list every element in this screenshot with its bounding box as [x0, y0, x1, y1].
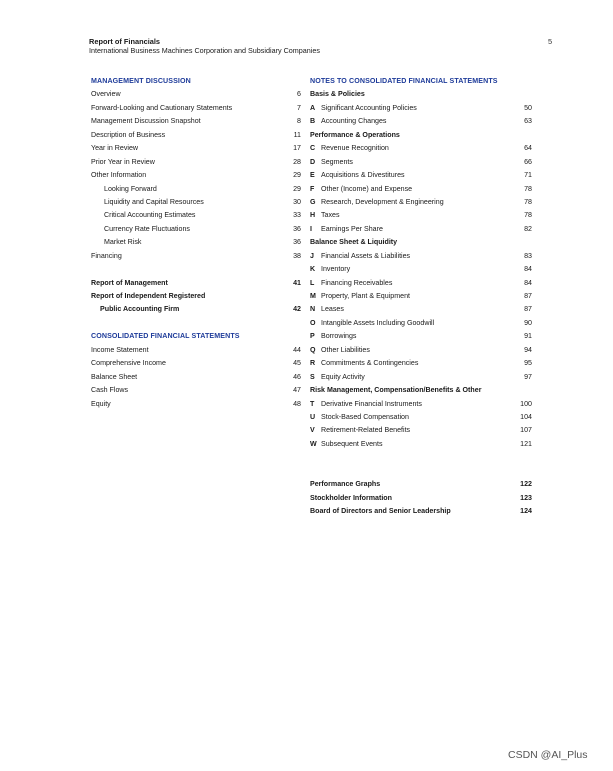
note-entry[interactable] [310, 209, 532, 222]
note-letter: I [310, 224, 312, 233]
note-letter: U [310, 412, 316, 421]
toc-entry-label: Looking Forward [104, 184, 157, 193]
toc-entry-page: 29 [293, 184, 301, 193]
toc-entry[interactable] [91, 250, 301, 263]
note-letter: Q [310, 345, 316, 354]
note-letter: E [310, 171, 315, 180]
toc-entry-label: Management Discussion Snapshot [91, 117, 201, 126]
toc-entry-label: Financing [91, 251, 122, 260]
note-letter: K [310, 265, 316, 274]
note-letter: P [310, 332, 315, 341]
toc-left-column [91, 75, 301, 411]
toc-entry[interactable] [91, 115, 301, 128]
note-label: Revenue Recognition [321, 144, 389, 153]
note-page: 90 [524, 318, 532, 327]
toc-entry-page: 29 [293, 171, 301, 180]
note-letter: W [310, 439, 317, 448]
toc-entry-page: 36 [293, 238, 301, 247]
toc-entry-page: 42 [293, 305, 301, 314]
toc-entry-public-accounting-firm[interactable] [91, 303, 301, 316]
note-entry[interactable] [310, 223, 532, 236]
toc-entry[interactable] [91, 88, 301, 101]
note-letter: R [310, 359, 316, 368]
note-page: 94 [524, 345, 532, 354]
note-page: 100 [520, 399, 532, 408]
toc-subentry[interactable] [91, 209, 301, 222]
note-page: 82 [524, 224, 532, 233]
note-letter: N [310, 305, 316, 314]
watermark: CSDN @AI_Plus [508, 749, 588, 761]
notes-group-title: Basis & Policies [310, 90, 365, 99]
toc-entry-label: Year in Review [91, 144, 139, 153]
note-label: Other (Income) and Expense [321, 184, 413, 193]
toc-entry-page: 33 [293, 211, 301, 220]
note-letter: M [310, 292, 316, 300]
page-number: 5 [548, 37, 553, 46]
note-entry[interactable] [310, 183, 532, 196]
toc-entry-page: 30 [293, 197, 301, 206]
toc-entry-label: Report of Management [91, 278, 168, 287]
toc-entry-page: 44 [293, 345, 301, 354]
note-letter: T [310, 399, 315, 408]
note-entry[interactable] [310, 290, 532, 303]
toc-entry-label: Description of Business [91, 130, 166, 139]
note-page: 121 [520, 439, 532, 448]
notes-group-title: Balance Sheet & Liquidity [310, 238, 398, 247]
toc-entry-page: 11 [293, 130, 301, 139]
note-entry[interactable] [310, 250, 532, 263]
toc-entry[interactable] [91, 344, 301, 357]
note-label: Inventory [321, 265, 351, 274]
note-entry[interactable] [310, 156, 532, 169]
notes-group-title: Risk Management, Compensation/Benefits & Other [310, 386, 482, 395]
note-letter: J [310, 251, 314, 260]
management-discussion-heading: MANAGEMENT DISCUSSION [91, 77, 191, 85]
note-entry[interactable] [310, 263, 532, 276]
note-label: Stock-Based Compensation [321, 412, 409, 421]
toc-entry[interactable] [91, 102, 301, 115]
note-letter: G [310, 197, 316, 206]
note-page: 95 [524, 359, 532, 368]
toc-entry-label: Other Information [91, 171, 147, 180]
toc-entry-board-of-directors[interactable] [310, 505, 532, 518]
note-entry[interactable] [310, 169, 532, 182]
toc-entry-label: Forward-Looking and Cautionary Statements [91, 103, 233, 112]
toc-entry-page: 122 [520, 480, 532, 489]
toc-entry-page: 8 [297, 117, 301, 126]
notes-group-title: Performance & Operations [310, 130, 400, 139]
note-entry[interactable] [310, 344, 532, 357]
note-label: Segments [321, 157, 353, 166]
note-label: Property, Plant & Equipment [321, 292, 410, 300]
note-label: Acquisitions & Divestitures [321, 171, 405, 180]
toc-entry-label: Equity [91, 399, 111, 408]
note-letter: C [310, 144, 316, 153]
toc-entry-page: 41 [293, 278, 301, 287]
note-entry[interactable] [310, 330, 532, 343]
note-entry[interactable] [310, 438, 532, 451]
note-label: Earnings Per Share [321, 224, 383, 233]
toc-entry-page: 28 [293, 157, 301, 166]
toc-entry-page: 47 [293, 386, 301, 395]
note-page: 50 [524, 103, 532, 112]
toc-entry[interactable] [91, 129, 301, 142]
note-entry[interactable] [310, 196, 532, 209]
toc-entry-page: 45 [293, 359, 301, 368]
note-letter: A [310, 103, 316, 112]
note-page: 84 [524, 265, 532, 274]
note-page: 78 [524, 197, 532, 206]
note-letter: B [310, 117, 316, 126]
report-title: Report of Financials [89, 37, 161, 46]
note-page: 64 [524, 144, 532, 153]
toc-entry-page: 36 [293, 224, 301, 233]
toc-entry-page: 17 [293, 144, 301, 153]
note-page: 83 [524, 251, 532, 260]
note-label: Borrowings [321, 332, 357, 341]
toc-entry-label: Comprehensive Income [91, 359, 166, 368]
note-entry[interactable] [310, 371, 532, 384]
toc-entry[interactable] [91, 156, 301, 169]
note-page: 84 [524, 278, 532, 287]
note-label: Derivative Financial Instruments [321, 399, 422, 408]
note-label: Equity Activity [321, 372, 365, 381]
note-entry[interactable] [310, 142, 532, 155]
toc-entry-report-of-management[interactable] [91, 277, 301, 290]
note-letter: S [310, 372, 315, 381]
note-label: Significant Accounting Policies [321, 103, 417, 112]
note-entry[interactable] [310, 398, 532, 411]
toc-entry-page: 123 [520, 493, 532, 502]
note-letter: O [310, 318, 316, 327]
toc-entry-page: 48 [293, 399, 301, 408]
note-label: Commitments & Contingencies [321, 359, 419, 368]
note-entry[interactable] [310, 102, 532, 115]
note-entry[interactable] [310, 357, 532, 370]
toc-entry-report-independent[interactable] [91, 290, 301, 303]
toc-right-column [310, 75, 532, 518]
toc-entry[interactable] [91, 169, 301, 182]
note-page: 63 [524, 117, 532, 126]
note-page: 66 [524, 157, 532, 166]
note-entry[interactable] [310, 303, 532, 316]
note-letter: H [310, 211, 316, 220]
toc-entry-label: Liquidity and Capital Resources [104, 197, 204, 206]
toc-entry-page: 7 [297, 103, 301, 112]
note-label: Financing Receivables [321, 278, 393, 287]
toc-subentry[interactable] [91, 236, 301, 249]
note-entry[interactable] [310, 277, 532, 290]
toc-entry-page: 46 [293, 372, 301, 381]
toc-entry-label: Critical Accounting Estimates [104, 211, 196, 220]
note-letter: V [310, 426, 315, 435]
toc-entry-page: 6 [297, 90, 301, 99]
toc-subentry[interactable] [91, 196, 301, 209]
toc-entry[interactable] [91, 398, 301, 411]
toc-entry-page: 124 [520, 507, 532, 515]
note-page: 107 [520, 426, 532, 435]
note-page: 71 [524, 171, 532, 180]
note-letter: D [310, 157, 316, 166]
note-label: Financial Assets & Liabilities [321, 251, 411, 260]
toc-entry-label: Currency Rate Fluctuations [104, 224, 190, 233]
note-letter: F [310, 184, 315, 193]
toc-entry-label: Board of Directors and Senior Leadership [310, 507, 451, 515]
toc-entry[interactable] [91, 142, 301, 155]
toc-entry[interactable] [91, 384, 301, 397]
toc-entry-performance-graphs[interactable] [310, 478, 532, 491]
notes-heading: NOTES TO CONSOLIDATED FINANCIAL STATEMENTS [310, 77, 498, 85]
note-label: Retirement-Related Benefits [321, 426, 411, 435]
toc-entry-label: Report of Independent Registered [91, 292, 206, 300]
consolidated-statements-heading: CONSOLIDATED FINANCIAL STATEMENTS [91, 332, 240, 341]
note-page: 87 [524, 292, 532, 300]
note-label: Intangible Assets Including Goodwill [321, 318, 435, 327]
toc-subentry[interactable] [91, 223, 301, 236]
note-label: Leases [321, 305, 344, 314]
toc-entry-label: Balance Sheet [91, 372, 138, 381]
toc-entry-label: Performance Graphs [310, 480, 381, 489]
note-label: Accounting Changes [321, 117, 387, 126]
report-subtitle: International Business Machines Corporation and Subsidiary Companies [89, 46, 320, 55]
toc-entry-label: Overview [91, 90, 121, 99]
toc-entry-label: Income Statement [91, 345, 149, 354]
toc-entry-label: Prior Year in Review [91, 157, 155, 166]
toc-entry-label: Public Accounting Firm [100, 305, 180, 314]
note-page: 78 [524, 211, 532, 220]
toc-entry-label: Stockholder Information [310, 493, 392, 502]
note-label: Other Liabilities [321, 345, 370, 354]
note-page: 91 [524, 332, 532, 341]
toc-entry-page: 38 [293, 251, 301, 260]
note-page: 78 [524, 184, 532, 193]
toc-entry[interactable] [91, 357, 301, 370]
note-page: 97 [524, 372, 532, 381]
note-letter: L [310, 278, 315, 287]
toc-subentry[interactable] [91, 183, 301, 196]
note-page: 104 [520, 412, 532, 421]
toc-entry-label: Market Risk [104, 238, 142, 247]
note-page: 87 [524, 305, 532, 314]
note-label: Subsequent Events [321, 439, 383, 448]
note-label: Research, Development & Engineering [321, 197, 444, 206]
note-entry[interactable] [310, 411, 532, 424]
toc-entry[interactable] [91, 371, 301, 384]
toc-entry-stockholder-information[interactable] [310, 492, 532, 505]
note-entry[interactable] [310, 317, 532, 330]
note-entry[interactable] [310, 424, 532, 437]
note-label: Taxes [321, 211, 340, 220]
note-entry[interactable] [310, 115, 532, 128]
toc-entry-label: Cash Flows [91, 386, 129, 395]
